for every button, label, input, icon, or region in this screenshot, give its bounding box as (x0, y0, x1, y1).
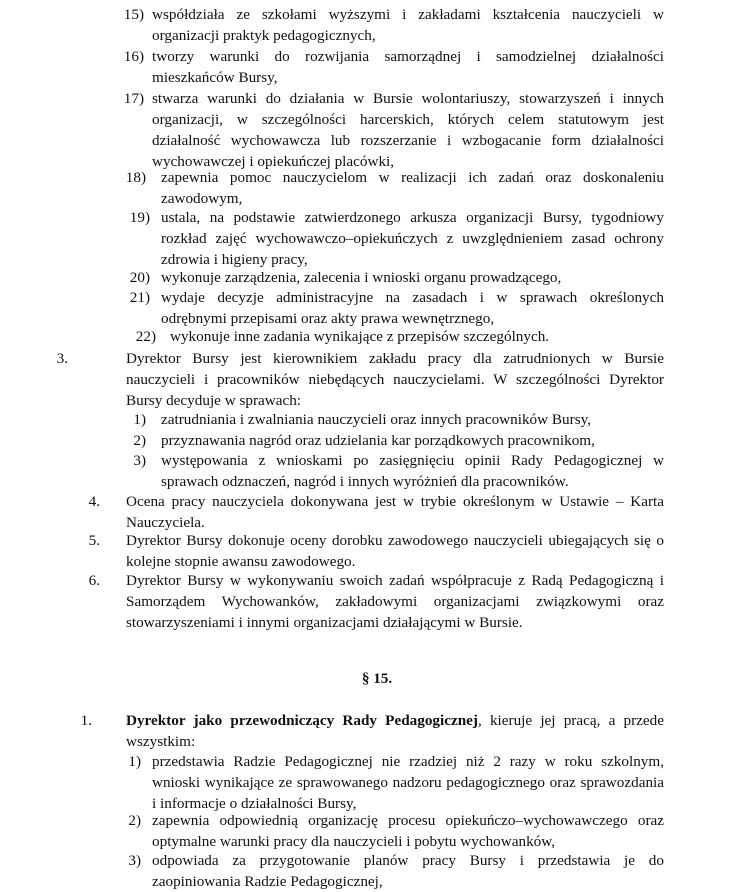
paragraph-text: Dyrektor Bursy jest kierownikiem zakładu pracy dla zatrudnionych w Bursie nauczycieli i pracowników niebędących nauczycielami. W szczególności Dyrektor Bursy decyduje w sprawach: (126, 350, 664, 409)
list-item-number: 20) (129, 269, 150, 286)
section-heading: § 15. (361, 670, 393, 687)
list-item-text: zatrudniania i zwalniania nauczycieli oraz innych pracowników Bursy, (161, 411, 592, 428)
list-item-number: 2) (133, 432, 146, 449)
paragraph-rest-text: , kieruje jej pracą, a przede wszystkim: (126, 712, 664, 750)
list-item-number: 3) (128, 852, 141, 869)
list-item-text: wykonuje inne zadania wynikające z przepisów szczególnych. (170, 328, 550, 345)
paragraph-text: Ocena pracy nauczyciela dokonywana jest w trybie określonym w Ustawie – Karta Nauczyciela. (126, 493, 664, 531)
paragraph-number: 3. (56, 350, 68, 367)
paragraph-number: 5. (88, 532, 100, 549)
paragraph-bold-text: Dyrektor jako przewodniczący Rady Pedagogicznej (126, 712, 478, 729)
list-item-number: 21) (129, 289, 150, 306)
list-item-number: 18) (125, 169, 146, 186)
list-item-number: 1) (133, 411, 146, 428)
list-item-text: stwarza warunki do działania w Bursie wolontariuszy, stowarzyszeń i innych organizacji, w szczególności harcerskich, których celem statutowym jest działalność wychowawcza lub rozszerzanie i wzbogacanie form działalności wychowawczej i opiekuńczej placówki, (152, 90, 664, 170)
list-item-number: 1) (128, 753, 141, 770)
paragraph-number: 1. (80, 712, 92, 729)
list-item-number: 19) (129, 209, 150, 226)
list-item-text: ustala, na podstawie zatwierdzonego arkusza organizacji Bursy, tygodniowy rozkład zajęć wychowawczo–opiekuńczych z uwzględnieniem zasad ochrony zdrowia i higieny pracy, (161, 209, 664, 268)
list-item-text: przedstawia Radzie Pedagogicznej nie rzadziej niż 2 razy w roku szkolnym, wnioski wynikające ze sprawowanego nadzoru pedagogicznego oraz sprawozdania i informacje o działalności Bursy, (152, 753, 664, 812)
list-item-text: występowania z wnioskami po zasięgnięciu opinii Rady Pedagogicznej w sprawach odznaczeń, nagród i innych wyróżnień dla pracowników. (161, 452, 664, 490)
paragraph-text: Dyrektor Bursy w wykonywaniu swoich zadań współpracuje z Radą Pedagogiczną i Samorządem Wychowanków, zakładowymi organizacjami związkowymi oraz stowarzyszeniami i innymi organizacjami działającymi w Bursie. (126, 572, 664, 631)
list-item-text: współdziała ze szkołami wyższymi i zakładami kształcenia nauczycieli w organizacji praktyk pedagogicznych, (152, 6, 664, 44)
paragraph-number: 6. (88, 572, 100, 589)
list-item-text: tworzy warunki do rozwijania samorządnej i samodzielnej działalności mieszkańców Bursy, (152, 48, 664, 86)
list-item-text: odpowiada za przygotowanie planów pracy Bursy i przedstawia je do zaopiniowania Radzie Pedagogicznej, (152, 852, 664, 890)
list-item-number: 17) (123, 90, 144, 107)
list-item-text: przyznawania nagród oraz udzielania kar porządkowych pracownikom, (161, 432, 595, 449)
list-item-text: wydaje decyzje administracyjne na zasadach i w sprawach określonych odrębnymi przepisami oraz akty prawa wewnętrznego, (161, 289, 664, 327)
list-item-number: 3) (133, 452, 146, 469)
list-item-number: 2) (128, 812, 141, 829)
list-item-text: wykonuje zarządzenia, zalecenia i wnioski organu prowadzącego, (161, 269, 562, 286)
list-item-number: 16) (123, 48, 144, 65)
list-item-text: zapewnia pomoc nauczycielom w realizacji ich zadań oraz doskonaleniu zawodowym, (161, 169, 664, 207)
paragraph-text (126, 710, 664, 752)
list-item-number: 22) (135, 328, 156, 345)
list-item-number: 15) (123, 6, 144, 23)
list-item-text: zapewnia odpowiednią organizację procesu opiekuńczo–wychowawczego oraz optymalne warunki pracy dla nauczycieli i pobytu wychowanków, (152, 812, 664, 850)
paragraph-text: Dyrektor Bursy dokonuje oceny dorobku zawodowego nauczycieli ubiegających się o kolejne stopnie awansu zawodowego. (126, 532, 664, 570)
paragraph-number: 4. (88, 493, 100, 510)
